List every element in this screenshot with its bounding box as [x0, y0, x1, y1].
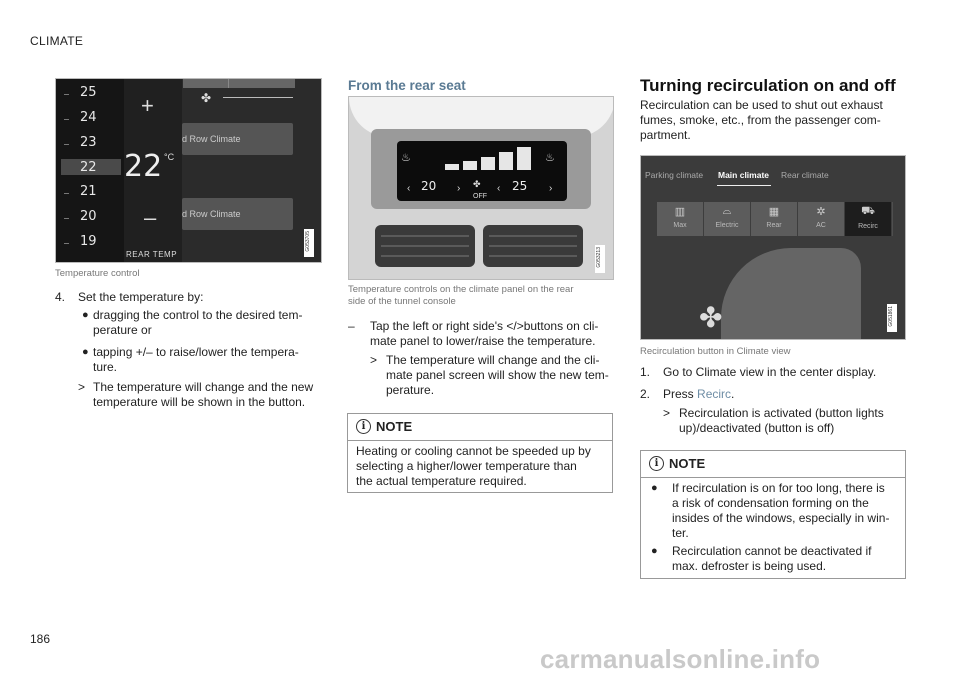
result-marker: >	[370, 353, 378, 367]
result-line: mate panel screen will show the new tem-	[386, 368, 609, 382]
tab-rear-climate[interactable]: Rear climate	[781, 170, 829, 180]
result-marker: >	[78, 380, 86, 394]
seat-graphic	[721, 248, 861, 340]
note-line: ter.	[672, 526, 689, 540]
note-line: insides of the windows, especially in win-	[672, 511, 890, 525]
right-temp-up-button[interactable]: ›	[549, 183, 553, 194]
intro-line: fumes, smoke, etc., from the passenger com-	[640, 113, 881, 127]
section-heading: From the rear seat	[348, 78, 466, 93]
left-temp-up-button[interactable]: ›	[457, 183, 461, 194]
step-text: Set the temperature by:	[78, 290, 204, 304]
info-icon: i	[649, 456, 664, 471]
bullet-icon: ●	[82, 309, 89, 321]
rear-defrost-button[interactable]: ▦ Rear	[751, 202, 798, 236]
result-line: The temperature will change and the cli-	[386, 353, 600, 367]
intro-line: Recirculation can be used to shut out exhaust	[640, 98, 883, 112]
right-air-vent	[483, 225, 583, 267]
max-defrost-icon: ▥	[674, 206, 686, 218]
ac-button[interactable]: ✲ AC	[798, 202, 845, 236]
rear-window-icon: ▦	[768, 206, 780, 218]
note-box	[347, 413, 613, 493]
instruction-line: mate panel to lower/raise the temperature.	[370, 334, 596, 348]
recirc-button[interactable]: ⛟ Recirc	[845, 202, 892, 236]
scale-value: 25	[80, 85, 97, 100]
intro-line: partment.	[640, 128, 691, 142]
max-defrost-button[interactable]: ▥ Max	[657, 202, 704, 236]
note-box	[640, 450, 906, 579]
temperature-control-figure	[55, 78, 322, 263]
fan-off-label: OFF	[473, 193, 487, 200]
temperature-readout: 22	[124, 149, 163, 184]
fan-icon: ✤	[201, 91, 212, 105]
figure-caption: Temperature controls on the climate panel on the rear	[348, 284, 574, 295]
note-line: the actual temperature required.	[356, 474, 527, 488]
result-line: Recirculation is activated (button lights	[679, 406, 884, 420]
left-air-vent	[375, 225, 475, 267]
recirculation-icon: ⛟	[861, 205, 875, 217]
seat-heat-left-icon[interactable]: ♨	[401, 152, 411, 164]
figure-caption: Temperature control	[55, 268, 140, 279]
result-line: The temperature will change and the new	[93, 380, 314, 394]
bullet-line: dragging the control to the desired tem-	[93, 308, 303, 322]
temperature-unit: °C	[164, 152, 175, 162]
bullet-icon: ●	[651, 482, 658, 494]
step-number: 1.	[640, 365, 651, 379]
page-number: 186	[30, 632, 51, 646]
fan-icon: ✤	[699, 302, 723, 333]
plus-button[interactable]: +	[141, 93, 154, 118]
scale-value: 22	[80, 160, 97, 175]
figure-code: G051861	[887, 304, 897, 332]
rear-climate-panel-figure	[348, 96, 614, 280]
figure-code: G053705	[304, 229, 314, 257]
rear-temp-label: REAR TEMP	[126, 250, 178, 259]
bullet-icon: ●	[651, 545, 658, 557]
scale-value: 23	[80, 135, 97, 150]
step-number: 2.	[640, 387, 651, 401]
figure-caption: Recirculation button in Climate view	[640, 346, 791, 357]
snowflake-icon: ✲	[816, 206, 826, 218]
recirc-link[interactable]: Recirc	[697, 387, 732, 401]
figure-code: G053213	[595, 245, 605, 273]
figure-caption: side of the tunnel console	[348, 296, 456, 307]
left-temp-down-button[interactable]: ‹	[407, 183, 411, 194]
result-marker: >	[663, 406, 671, 420]
right-temp-down-button[interactable]: ‹	[497, 183, 501, 194]
bullet-line: tapping +/– to raise/lower the tempera-	[93, 345, 299, 359]
result-line: temperature will be shown in the button.	[93, 395, 306, 409]
scale-value: 19	[80, 234, 97, 249]
tab-main-climate[interactable]: Main climate	[718, 170, 770, 180]
step-text: Go to Climate view in the center display.	[663, 365, 877, 379]
scale-value: 21	[80, 184, 97, 199]
note-line: a risk of condensation forming on the	[672, 496, 869, 510]
note-line: max. defroster is being used.	[672, 559, 827, 573]
scale-value: 20	[80, 209, 97, 224]
climate-view-figure	[640, 155, 906, 340]
left-temperature: 20	[421, 179, 437, 193]
note-line: Heating or cooling cannot be speeded up by	[356, 444, 591, 458]
row-climate-button[interactable]: d Row Climate	[182, 123, 293, 155]
result-line: perature.	[386, 383, 435, 397]
right-temperature: 25	[512, 179, 528, 193]
minus-button[interactable]: –	[144, 205, 157, 230]
note-title: NOTE	[376, 419, 413, 434]
note-line: If recirculation is on for too long, there is	[672, 481, 885, 495]
instruction-line: Tap the left or right side's </>buttons on cli-	[370, 319, 599, 333]
bullet-line: ture.	[93, 360, 118, 374]
fan-icon: ✤	[473, 179, 481, 189]
note-title: NOTE	[669, 456, 706, 471]
note-line: selecting a higher/lower temperature than	[356, 459, 577, 473]
watermark: carmanualsonline.info	[540, 644, 821, 674]
bullet-line: perature or	[93, 323, 152, 337]
step-text: Press Recirc.	[663, 387, 735, 401]
tab-parking-climate[interactable]: Parking climate	[645, 170, 704, 180]
section-header: CLIMATE	[30, 34, 84, 48]
bullet-icon: ●	[82, 346, 89, 358]
section-heading: Turning recirculation on and off	[640, 76, 896, 95]
tab-strip	[183, 79, 295, 88]
electric-defrost-button[interactable]: ⌓ Electric	[704, 202, 751, 236]
windshield-icon: ⌓	[722, 205, 732, 217]
row-climate-button[interactable]: d Row Climate	[182, 198, 293, 230]
dash-marker: –	[348, 319, 355, 333]
info-icon: i	[356, 419, 371, 434]
seat-heat-right-icon[interactable]: ♨	[545, 152, 555, 164]
step-number: 4.	[55, 290, 66, 304]
scale-value: 24	[80, 110, 97, 125]
note-line: Recirculation cannot be deactivated if	[672, 544, 872, 558]
result-line: up)/deactivated (button is off)	[679, 421, 835, 435]
